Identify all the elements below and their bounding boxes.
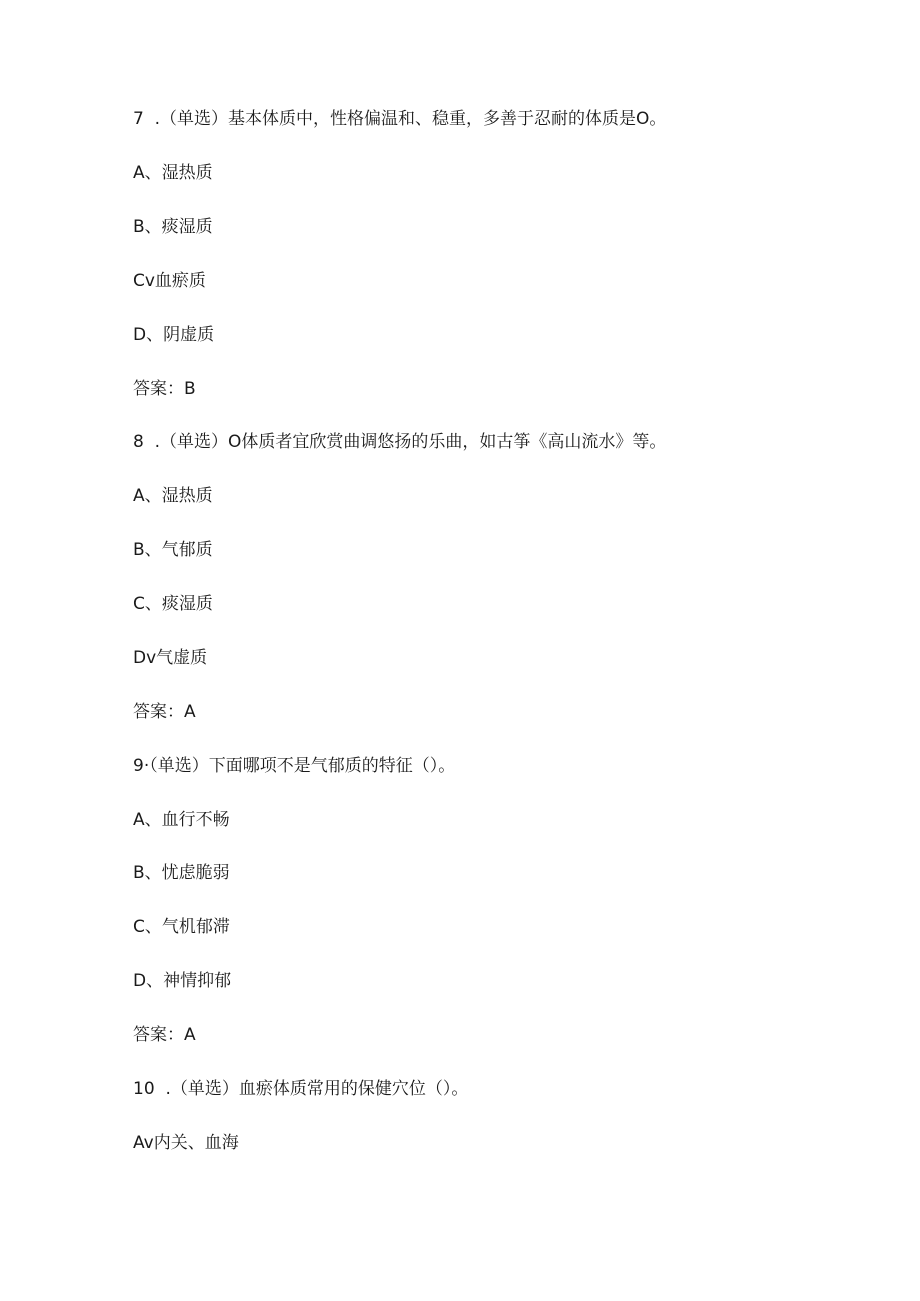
- question-8-option-b: B、气郁质: [133, 540, 213, 560]
- question-8-option-c: C、痰湿质: [133, 594, 213, 614]
- question-9-option-d: D、神情抑郁: [133, 971, 232, 991]
- question-9-answer: 答案：A: [133, 1025, 196, 1045]
- question-10-option-a: Av内关、血海: [133, 1133, 239, 1153]
- question-7-answer: 答案：B: [133, 379, 196, 399]
- question-7-option-b: B、痰湿质: [133, 217, 213, 237]
- question-7-stem: 7 .（单选）基本体质中，性格偏温和、稳重，多善于忍耐的体质是O。: [133, 109, 667, 129]
- question-8-answer: 答案：A: [133, 702, 196, 722]
- question-10-stem: 10 .（单选）血瘀体质常用的保健穴位（）。: [133, 1079, 469, 1099]
- question-8-stem: 8 .（单选）O体质者宜欣赏曲调悠扬的乐曲，如古筝《高山流水》等。: [133, 432, 667, 452]
- question-7-option-c: Cv血瘀质: [133, 271, 206, 291]
- question-9-stem: 9·（单选）下面哪项不是气郁质的特征（）。: [133, 756, 456, 776]
- question-8-option-a: A、湿热质: [133, 486, 213, 506]
- question-9-option-a: A、血行不畅: [133, 810, 230, 830]
- question-9-option-b: B、忧虑脆弱: [133, 863, 230, 883]
- question-8-option-d: Dv气虚质: [133, 648, 208, 668]
- question-9-option-c: C、气机郁滞: [133, 917, 230, 937]
- question-7-option-d: D、阴虚质: [133, 325, 215, 345]
- question-7-option-a: A、湿热质: [133, 163, 213, 183]
